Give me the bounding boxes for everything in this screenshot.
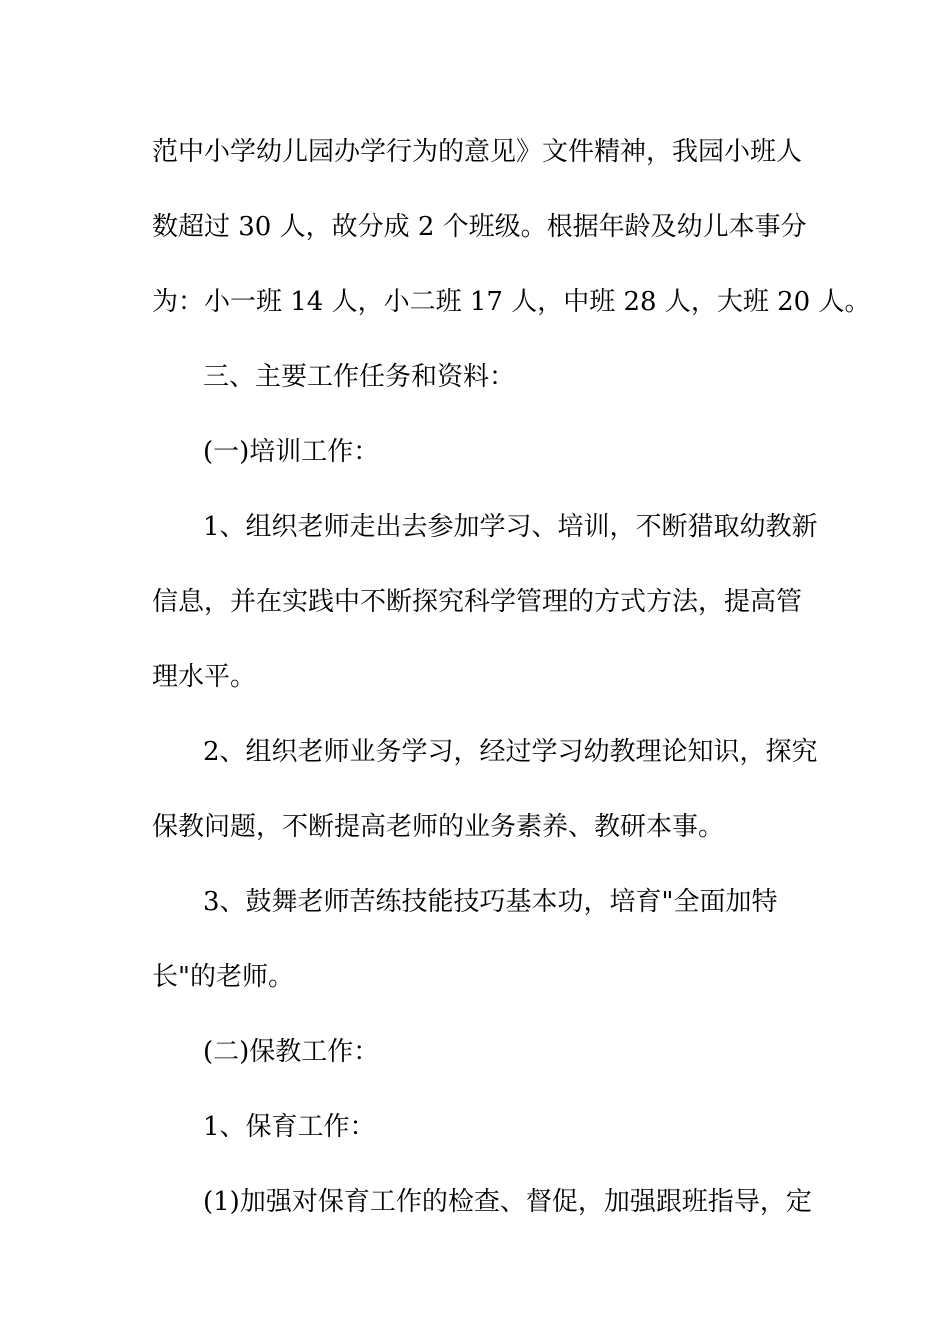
body-text-line: 理水平。 [152, 662, 257, 692]
subsection-heading: (二)保教工作： [203, 1037, 380, 1067]
list-item-text: 2、组织老师业务学习，经过学习幼教理论知识，探究 [203, 737, 818, 767]
body-text-line: 长"的老师。 [152, 962, 294, 992]
section-heading: 三、主要工作任务和资料： [203, 362, 516, 392]
body-text-line: 数超过 30 人，故分成 2 个班级。根据年龄及幼儿本事分 [152, 212, 807, 242]
list-item-text: 1、组织老师走出去参加学习、培训，不断猎取幼教新 [203, 512, 818, 542]
list-item-text: (1)加强对保育工作的检查、督促，加强跟班指导，定 [203, 1187, 812, 1217]
body-text-line: 保教问题，不断提高老师的业务素养、教研本事。 [152, 812, 725, 842]
list-item-heading: 1、保育工作： [203, 1112, 376, 1142]
body-text-line: 范中小学幼儿园办学行为的意见》文件精神，我园小班人 [152, 137, 803, 167]
list-item-text: 3、鼓舞老师苦练技能技巧基本功，培育"全面加特 [203, 887, 778, 917]
body-text-line: 为：小一班 14 人，小二班 17 人，中班 28 人，大班 20 人。 [152, 287, 871, 317]
subsection-heading: (一)培训工作： [203, 437, 380, 467]
body-text-line: 信息，并在实践中不断探究科学管理的方式方法，提高管 [152, 587, 803, 617]
